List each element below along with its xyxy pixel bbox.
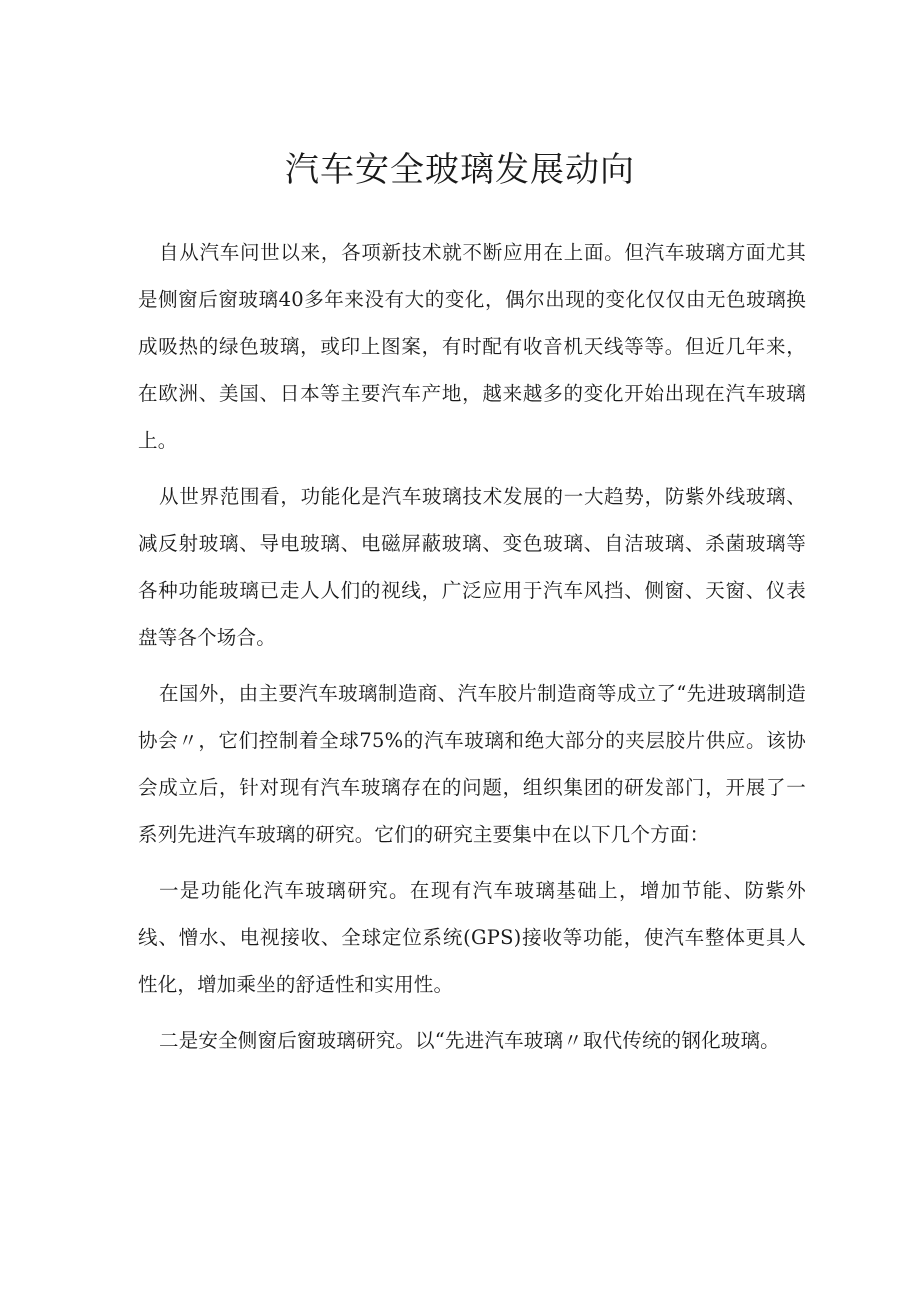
paragraph-global-trend: 从世界范围看，功能化是汽车玻璃技术发展的一大趋势，防紫外线玻璃、减反射玻璃、导电玻璃、电磁屏蔽玻璃、变色玻璃、自洁玻璃、杀菌玻璃等各种功能玻璃已走人人们的视线，广泛应用于汽车风挡、侧窗、天窗、仪表盘等各个场合。 <box>138 485 806 649</box>
paragraph-safety-glass: 二是安全侧窗后窗玻璃研究。以“先进汽车玻璃〃取代传统的钢化玻璃。 <box>159 1029 780 1052</box>
document-title: 汽车安全玻璃发展动向 <box>285 150 635 190</box>
paragraph-intro: 自从汽车问世以来，各项新技术就不断应用在上面。但汽车玻璃方面尤其是侧窗后窗玻璃40多年来没有大的变化，偶尔出现的变化仅仅由无色玻璃换成吸热的绿色玻璃，或印上图案，有时配有收音机天线等等。但近几年来，在欧洲、美国、日本等主要汽车产地，越来越多的变化开始出现在汽车玻璃上。 <box>138 241 806 452</box>
paragraph-functional-glass: 一是功能化汽车玻璃研究。在现有汽车玻璃基础上，增加节能、防紫外线、憎水、电视接收、全球定位系统(GPS)接收等功能，使汽车整体更具人性化，增加乘坐的舒适性和实用性。 <box>138 879 806 996</box>
paragraph-association: 在国外，由主要汽车玻璃制造商、汽车胶片制造商等成立了“先进玻璃制造协会〃，它们控制着全球75%的汽车玻璃和绝大部分的夹层胶片供应。该协会成立后，针对现有汽车玻璃存在的问题，组织集团的研发部门，开展了一系列先进汽车玻璃的研究。它们的研究主要集中在以下几个方面： <box>138 682 806 846</box>
document-body <box>138 229 806 1073</box>
